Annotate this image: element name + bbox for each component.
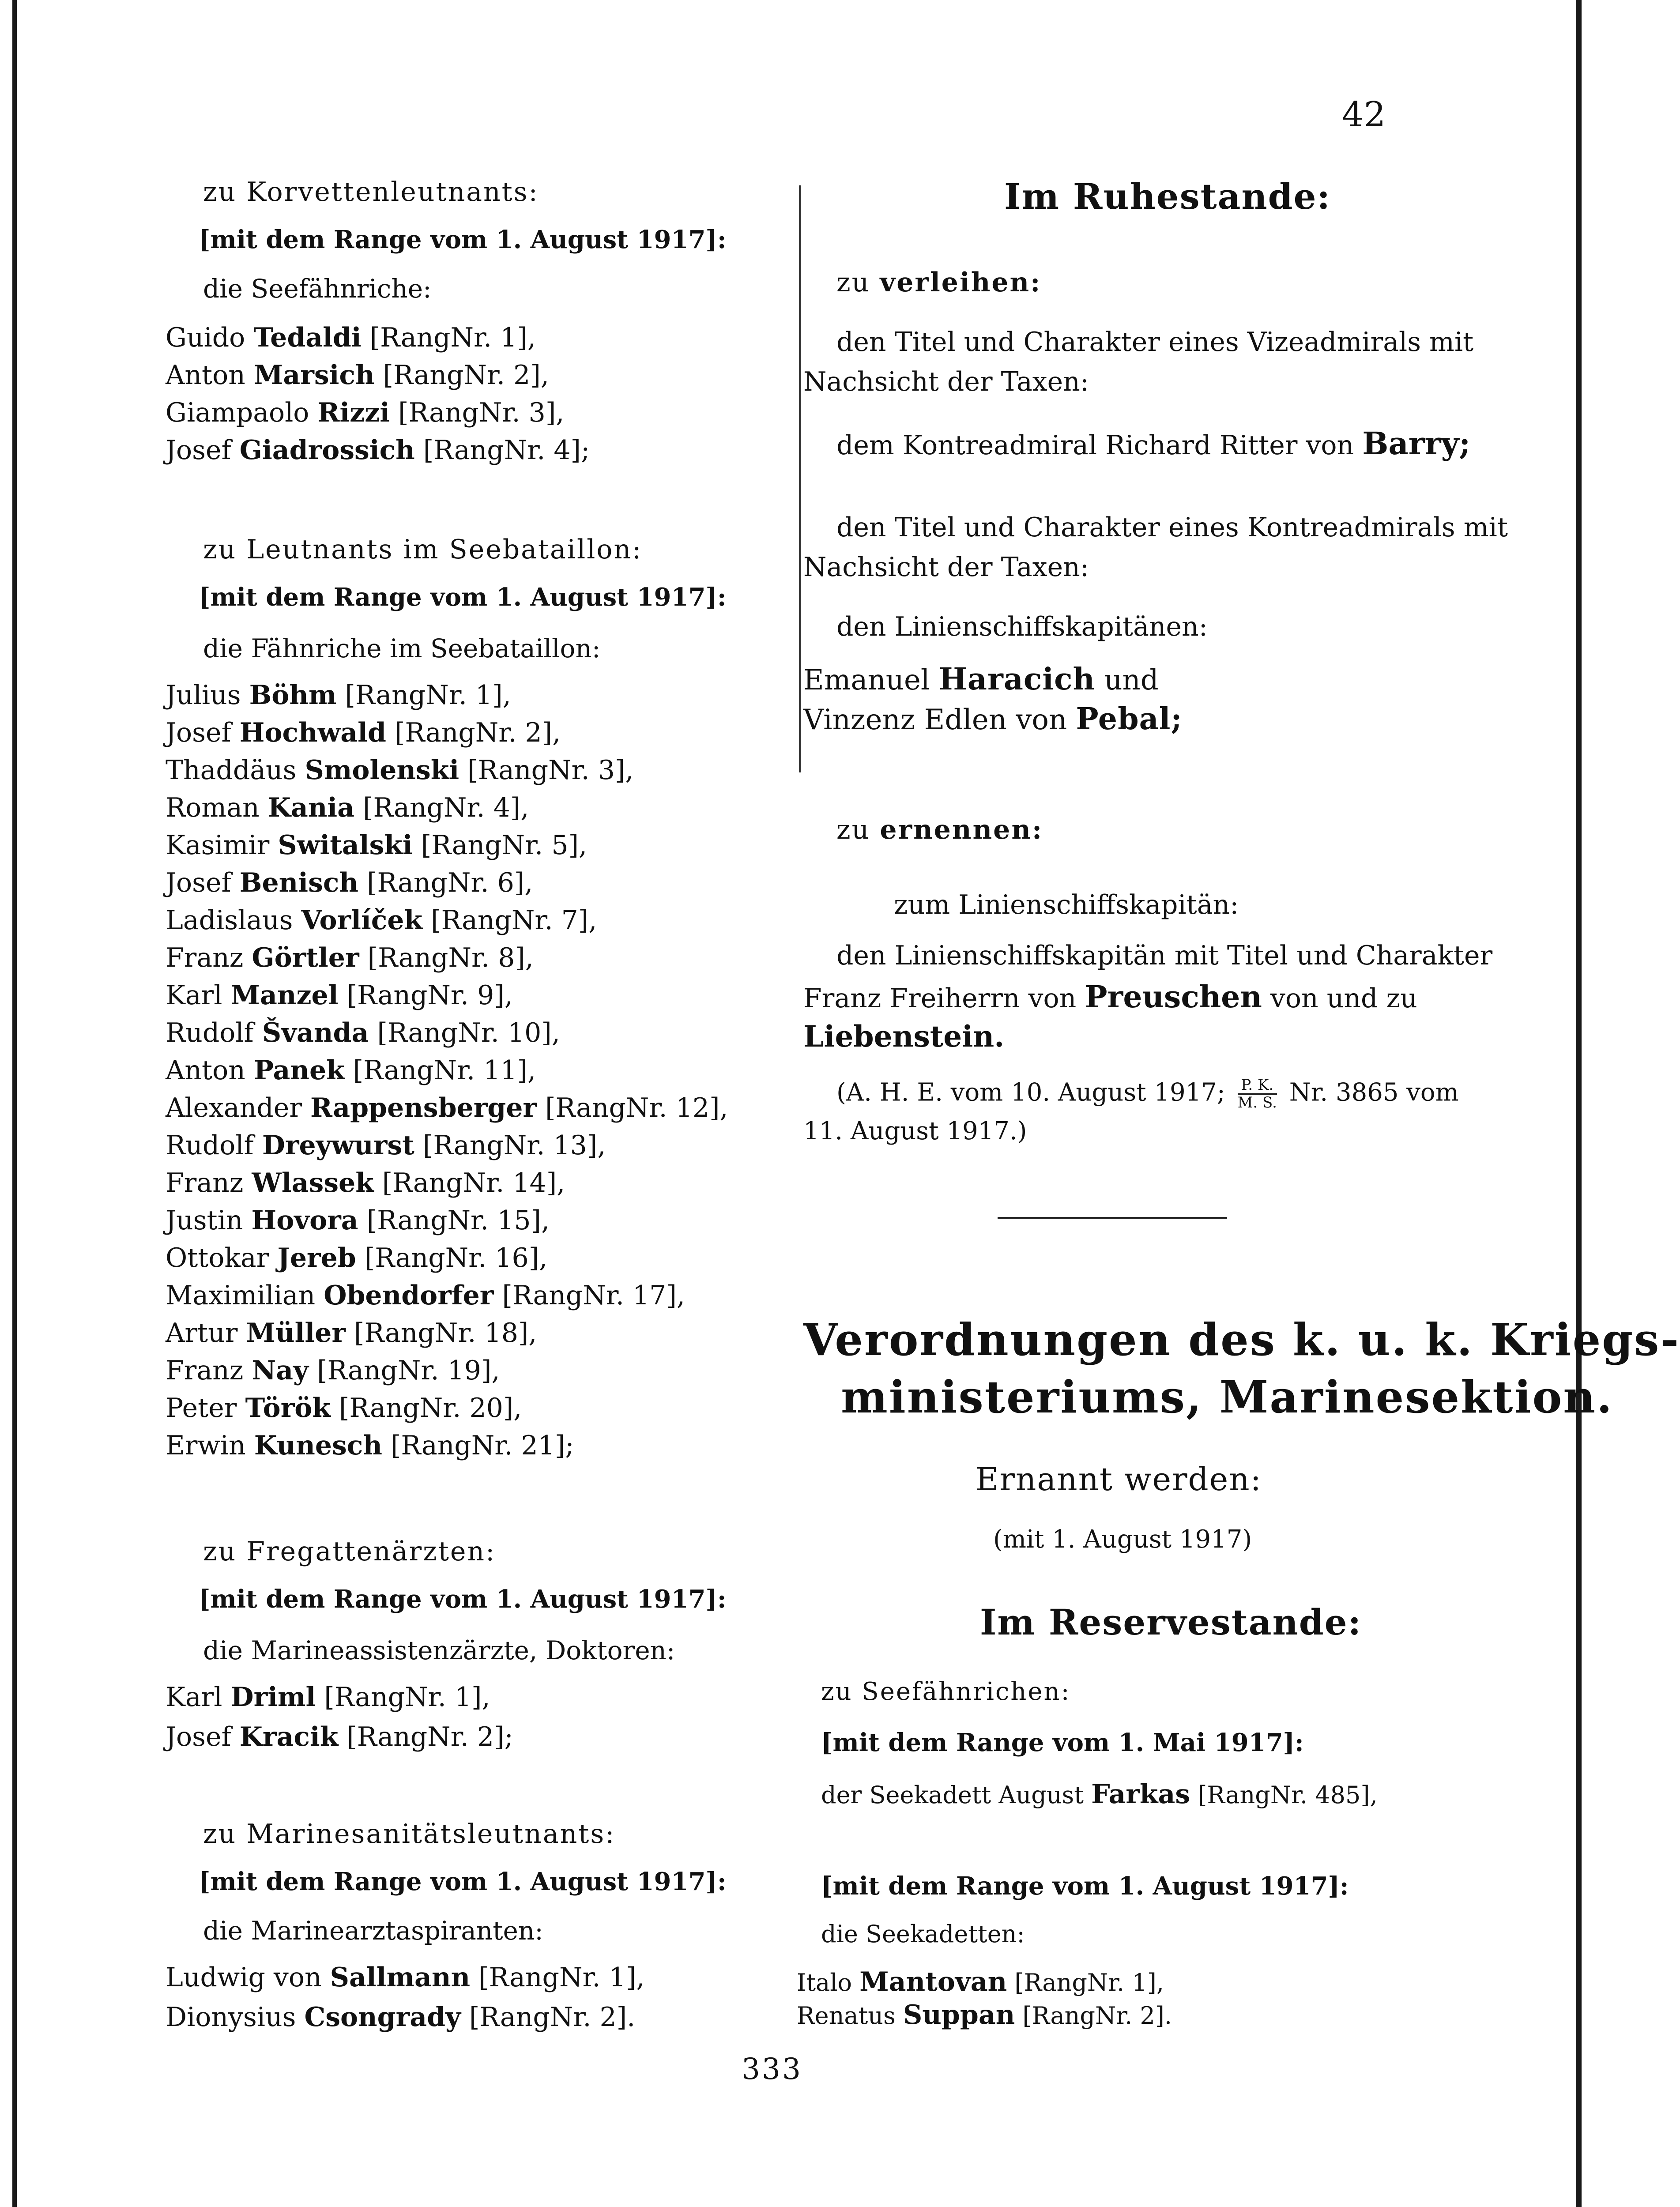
ordinance-title-line-2: ministeriums, Marinesektion. (841, 1371, 1613, 1423)
person-rank: [RangNr. 2]; (347, 1721, 513, 1752)
person-pebal: Vinzenz Edlen von Pebal; (803, 701, 1183, 737)
section-divider (998, 1217, 1227, 1219)
person-20 (166, 1057, 536, 1084)
person-first-name: Dionysius (166, 2002, 296, 2033)
person-suppan: Renatus Suppan [RangNr. 2]. (797, 2000, 1172, 2030)
heading-0: zu Korvettenleutnants: (203, 177, 539, 207)
person-first-name: Anton (166, 1055, 245, 1086)
person-surname: Jereb (277, 1243, 356, 1273)
seekadetten-heading: die Seekadetten: (821, 1920, 1025, 1948)
section-title-ruhestand: Im Ruhestande: (1004, 176, 1331, 217)
person-rank: [RangNr. 15], (366, 1205, 550, 1236)
person-surname: Rappensberger (310, 1092, 537, 1123)
person-surname: Vorlíček (301, 905, 423, 936)
person-first-name: Roman (166, 792, 260, 823)
person-rank: [RangNr. 18], (354, 1318, 537, 1348)
scan-edge-right (1576, 0, 1582, 2207)
person-21 (166, 1092, 728, 1123)
person-surname: Smolenski (305, 755, 460, 786)
person-first-name: Justin (166, 1205, 243, 1236)
kontreadmiral-line-2: Nachsicht der Taxen: (803, 552, 1089, 583)
sub-2: die Seefähnriche: (203, 274, 432, 304)
person-rank: [RangNr. 1], (345, 680, 511, 711)
person-surname: Kania (267, 792, 355, 823)
person-first-name: Giampaolo (166, 397, 309, 428)
note-8: [mit dem Range vom 1. August 1917]: (199, 583, 727, 612)
person-rank: [RangNr. 2], (383, 360, 549, 391)
person-first-name: Ludwig von (166, 1962, 322, 1993)
person-11 (166, 719, 561, 746)
person-rank: [RangNr. 2], (394, 717, 561, 748)
person-first-name: Franz (166, 942, 244, 973)
person-rank: [RangNr. 1], (369, 322, 536, 353)
person-23 (166, 1170, 565, 1196)
farkas-line: der Seekadett August Farkas [RangNr. 485], (821, 1779, 1378, 1810)
person-rank: [RangNr. 1], (324, 1682, 490, 1713)
scan-edge-left (12, 0, 17, 2207)
person-first-name: Franz (166, 1355, 244, 1386)
person-mantovan: Italo Mantovan [RangNr. 1], (797, 1966, 1164, 1997)
person-first-name: Julius (166, 680, 241, 711)
note-32: [mit dem Range vom 1. August 1917]: (199, 1585, 727, 1614)
person-surname: Benisch (239, 867, 359, 898)
person-first-name: Artur (166, 1318, 238, 1348)
person-rank: [RangNr. 9], (347, 980, 513, 1011)
person-surname: Görtler (252, 942, 359, 973)
date-note-mai: [mit dem Range vom 1. Mai 1917]: (821, 1728, 1304, 1757)
person-first-name: Josef (166, 435, 231, 466)
page-number: 42 (1342, 95, 1386, 135)
person-rank: [RangNr. 6], (367, 867, 533, 898)
person-29 (166, 1393, 522, 1424)
person-surname: Obendorfer (324, 1280, 494, 1311)
person-first-name: Karl (166, 1682, 222, 1713)
person-35 (166, 1721, 513, 1752)
sub-38: die Marinearztaspiranten: (203, 1916, 543, 1946)
person-surname: Böhm (249, 680, 337, 711)
person-first-name: Rudolf (166, 1130, 254, 1161)
heading-zu-ernennen: zu ernennen: (836, 814, 1043, 845)
person-first-name: Alexander (166, 1092, 302, 1123)
person-surname: Giadrossich (239, 435, 415, 466)
person-surname: Manzel (230, 980, 339, 1011)
person-40 (166, 2002, 636, 2033)
person-18 (166, 982, 513, 1009)
person-17 (166, 942, 534, 973)
person-19 (166, 1017, 560, 1048)
person-surname: Török (245, 1393, 331, 1424)
person-surname: Dreywurst (262, 1130, 414, 1161)
person-3 (166, 324, 536, 351)
person-surname: Rizzi (317, 397, 390, 428)
person-24 (166, 1207, 550, 1234)
note-37: [mit dem Range vom 1. August 1917]: (199, 1867, 727, 1896)
person-34 (166, 1682, 490, 1713)
person-surname: Nay (252, 1355, 309, 1386)
person-surname: Sallmann (330, 1962, 471, 1993)
person-rank: [RangNr. 2]. (469, 2002, 636, 2033)
zum-linienschiffskapitaen: zum Linienschiffskapitän: (894, 889, 1239, 920)
person-rank: [RangNr. 19], (317, 1355, 500, 1386)
person-first-name: Rudolf (166, 1017, 254, 1048)
vizeadmiral-line-1: den Titel und Charakter eines Vizeadmirals mit (836, 327, 1474, 358)
person-rank: [RangNr. 16], (364, 1243, 548, 1273)
person-16 (166, 907, 597, 934)
person-27 (166, 1320, 537, 1346)
person-rank: [RangNr. 12], (545, 1092, 728, 1123)
person-26 (166, 1282, 685, 1309)
sub-33: die Marineassistenzärzte, Doktoren: (203, 1635, 675, 1665)
person-rank: [RangNr. 3], (467, 755, 634, 786)
person-first-name: Karl (166, 980, 222, 1011)
person-surname: Wlassek (252, 1168, 374, 1198)
person-surname: Csongrady (304, 2002, 461, 2033)
person-rank: [RangNr. 7], (431, 905, 597, 936)
preuschen-line-1: den Linienschiffskapitän mit Titel und Charakter (836, 940, 1493, 971)
barry-line: dem Kontreadmiral Richard Ritter von Barry; (836, 425, 1471, 462)
heading-36: zu Marinesanitätsleutnants: (203, 1819, 616, 1849)
ministry-fraction: $\frac{P. K.}{M. S.}$ (1237, 1076, 1277, 1112)
heading-7: zu Leutnants im Seebataillon: (203, 534, 643, 565)
footer-number: 333 (742, 2052, 802, 2086)
decree-reference-line-1: (A. H. E. vom 10. August 1917; $\frac{P. K.}{M. S.}$ Nr. 3865 vom (836, 1076, 1459, 1112)
person-surname: Hochwald (239, 717, 386, 748)
person-surname: Müller (246, 1318, 346, 1348)
decree-reference-line-2: 11. August 1917.) (803, 1117, 1027, 1145)
note-1: [mit dem Range vom 1. August 1917]: (199, 225, 727, 254)
section-title-reservestand: Im Reservestande: (980, 1601, 1362, 1643)
person-first-name: Ladislaus (166, 905, 293, 936)
person-first-name: Anton (166, 360, 245, 391)
person-surname: Kunesch (254, 1430, 382, 1461)
person-rank: [RangNr. 13], (422, 1130, 606, 1161)
person-surname: Marsich (253, 360, 375, 391)
person-12 (166, 755, 634, 786)
person-rank: [RangNr. 20], (339, 1393, 522, 1424)
person-rank: [RangNr. 4], (363, 792, 529, 823)
person-first-name: Peter (166, 1393, 237, 1424)
person-rank: [RangNr. 5], (421, 830, 587, 861)
preuschen-line-3: Liebenstein. (803, 1019, 1005, 1054)
preuschen-line-2: Franz Freiherrn von Preuschen von und zu (803, 979, 1417, 1015)
person-first-name: Guido (166, 322, 245, 353)
person-5 (166, 399, 564, 426)
person-39 (166, 1964, 644, 1991)
person-rank: [RangNr. 4]; (423, 435, 590, 466)
person-30 (166, 1432, 574, 1459)
person-6 (166, 435, 590, 466)
person-surname: Švanda (262, 1017, 369, 1048)
person-first-name: Josef (166, 1721, 231, 1752)
person-surname: Switalski (278, 830, 413, 861)
heading-31: zu Fregattenärzten: (203, 1536, 496, 1567)
linienschiffskapitaene-heading: den Linienschiffskapitänen: (836, 611, 1208, 642)
person-10 (166, 680, 511, 711)
person-first-name: Kasimir (166, 830, 270, 861)
person-22 (166, 1132, 606, 1159)
person-first-name: Josef (166, 867, 231, 898)
person-first-name: Franz (166, 1168, 244, 1198)
person-surname: Tedaldi (253, 322, 362, 353)
heading-zu-verleihen: zu verleihen: (836, 267, 1042, 298)
person-first-name: Maximilian (166, 1280, 316, 1311)
person-28 (166, 1357, 500, 1384)
sub-9: die Fähnriche im Seebataillon: (203, 633, 601, 663)
vizeadmiral-line-2: Nachsicht der Taxen: (803, 366, 1089, 397)
date-note-august: (mit 1. August 1917) (993, 1525, 1252, 1554)
heading-zu-seefaehnrichen: zu Seefähnrichen: (821, 1677, 1071, 1706)
person-surname: Hovora (251, 1205, 358, 1236)
person-rank: [RangNr. 11], (353, 1055, 536, 1086)
person-rank: [RangNr. 21]; (391, 1430, 574, 1461)
person-25 (166, 1245, 547, 1271)
person-13 (166, 792, 529, 823)
person-14 (166, 832, 587, 859)
person-rank: [RangNr. 17], (502, 1280, 685, 1311)
kontreadmiral-line-1: den Titel und Charakter eines Kontreadmirals mit (836, 512, 1508, 543)
person-surname: Driml (230, 1682, 316, 1713)
ordinance-title-line-1: Verordnungen des k. u. k. Kriegs- (803, 1314, 1680, 1366)
person-4 (166, 360, 549, 391)
person-15 (166, 867, 533, 898)
person-first-name: Ottokar (166, 1243, 269, 1273)
ernannt-werden: Ernannt werden: (976, 1461, 1262, 1498)
person-first-name: Erwin (166, 1430, 246, 1461)
date-note-august-2: [mit dem Range vom 1. August 1917]: (821, 1872, 1349, 1901)
column-rule (799, 185, 801, 772)
person-surname: Panek (253, 1055, 345, 1086)
person-first-name: Josef (166, 717, 231, 748)
person-haracich: Emanuel Haracich und (803, 662, 1159, 697)
person-rank: [RangNr. 14], (382, 1168, 565, 1198)
person-rank: [RangNr. 3], (398, 397, 565, 428)
person-rank: [RangNr. 8], (367, 942, 534, 973)
person-surname: Kracik (239, 1721, 339, 1752)
person-first-name: Thaddäus (166, 755, 297, 786)
person-rank: [RangNr. 1], (478, 1962, 645, 1993)
person-rank: [RangNr. 10], (377, 1017, 560, 1048)
